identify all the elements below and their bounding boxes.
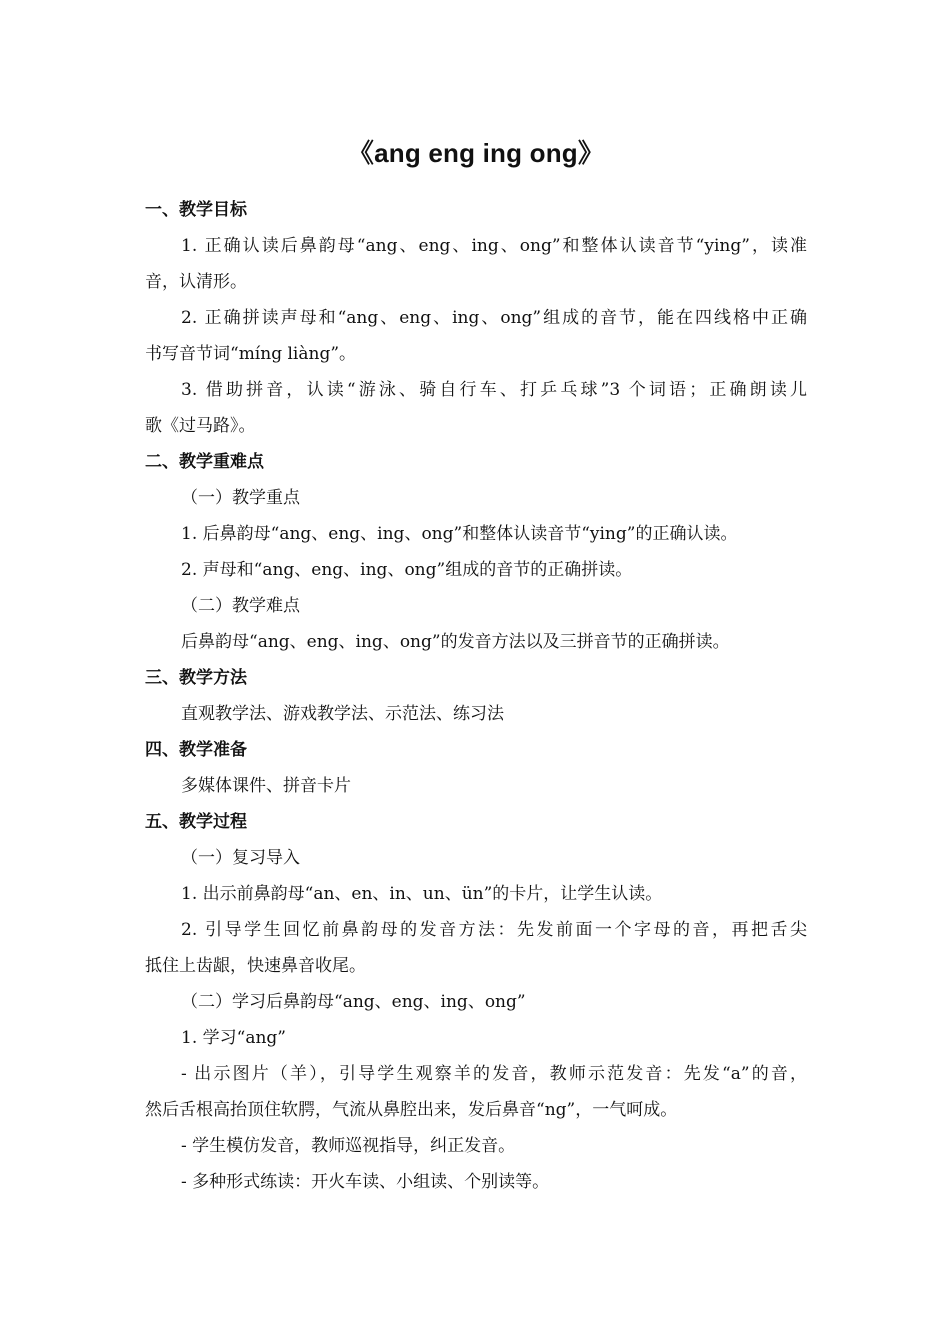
paragraph-line: （一）复习导入 [181, 848, 300, 868]
paragraph-line: 2. 引导学生回忆前鼻韵母的发音方法：先发前面一个字母的音，再把舌尖 [181, 920, 807, 940]
paragraph-line: 多媒体课件、拼音卡片 [181, 776, 351, 796]
paragraph-line: - 学生模仿发音，教师巡视指导，纠正发音。 [181, 1136, 516, 1156]
paragraph-line: 音，认清形。 [145, 272, 247, 292]
paragraph-line: 书写音节词“míng liàng”。 [145, 344, 357, 364]
paragraph-line: 1. 正确认读后鼻韵母“ang、eng、ing、ong”和整体认读音节“ying”，读准 [181, 236, 807, 256]
section-heading: 四、教学准备 [145, 740, 247, 760]
document-page [145, 128, 807, 1200]
paragraph-line: 3. 借助拼音，认读“游泳、骑自行车、打乒乓球”3 个词语；正确朗读儿 [181, 380, 807, 400]
document-body [145, 192, 807, 1200]
section-heading: 一、教学目标 [145, 200, 247, 220]
section-heading: 三、教学方法 [145, 668, 247, 688]
paragraph-line: 1. 学习“ang” [181, 1028, 286, 1048]
paragraph-line: 1. 出示前鼻韵母“an、en、in、un、ün”的卡片，让学生认读。 [181, 884, 663, 904]
document-title: 《ang eng ing ong》 [347, 138, 605, 168]
paragraph-line: - 出示图片（羊），引导学生观察羊的发音，教师示范发音：先发“a”的音， [181, 1064, 807, 1084]
paragraph-line: 2. 正确拼读声母和“ang、eng、ing、ong”组成的音节，能在四线格中正确 [181, 308, 807, 328]
paragraph-line: （二）学习后鼻韵母“ang、eng、ing、ong” [181, 992, 526, 1012]
section-heading: 五、教学过程 [145, 812, 247, 832]
paragraph-line: 后鼻韵母“ang、eng、ing、ong”的发音方法以及三拼音节的正确拼读。 [181, 632, 730, 652]
paragraph-line: 直观教学法、游戏教学法、示范法、练习法 [181, 704, 504, 724]
paragraph-line: 然后舌根高抬顶住软腭，气流从鼻腔出来，发后鼻音“ng”，一气呵成。 [145, 1100, 678, 1120]
paragraph-line: （一）教学重点 [181, 488, 300, 508]
paragraph-line: 1. 后鼻韵母“ang、eng、ing、ong”和整体认读音节“ying”的正确认读。 [181, 524, 738, 544]
section-heading: 二、教学重难点 [145, 452, 264, 472]
paragraph-line: （二）教学难点 [181, 596, 300, 616]
paragraph-line: 歌《过马路》。 [145, 416, 256, 436]
paragraph-line: 抵住上齿龈，快速鼻音收尾。 [145, 956, 366, 976]
paragraph-line: 2. 声母和“ang、eng、ing、ong”组成的音节的正确拼读。 [181, 560, 633, 580]
paragraph-line: - 多种形式练读：开火车读、小组读、个别读等。 [181, 1172, 550, 1192]
